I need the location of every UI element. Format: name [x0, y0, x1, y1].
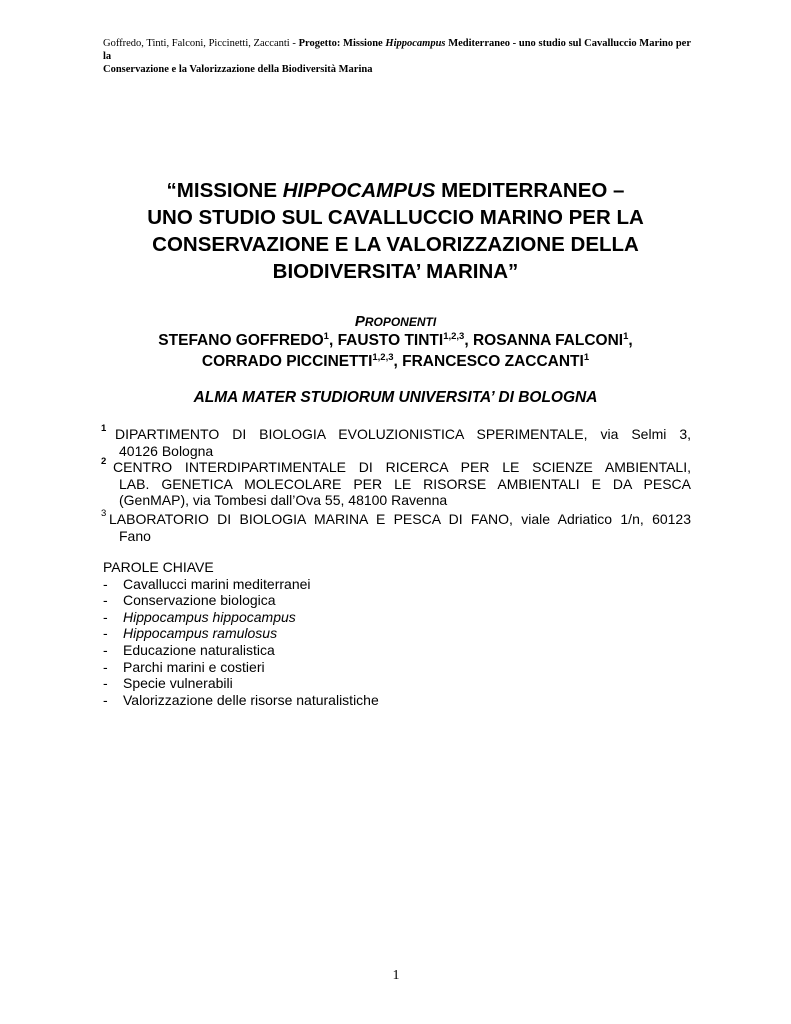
keyword-text: Parchi marini e costieri: [123, 658, 265, 675]
keywords-section: [103, 559, 663, 708]
keyword-item: [103, 609, 663, 626]
author-separator: ,: [464, 332, 473, 349]
title-line2: UNO STUDIO SUL CAVALLUCCIO MARINO PER LA: [147, 206, 644, 229]
author-affiliation-sup: 1: [323, 331, 329, 342]
affiliation-line: 40126 Bologna: [119, 442, 214, 459]
affiliation-2: [100, 456, 691, 509]
document-title: [100, 177, 691, 285]
affiliation-number: 3: [101, 508, 107, 519]
affiliation-line: LABORATORIO DI BIOLOGIA MARINA E PESCA DI FANO, viale Adriatico 1/n, 60123: [109, 511, 691, 527]
keywords-title: PAROLE CHIAVE: [103, 559, 214, 575]
header-project-line2: Conservazione e la Valorizzazione della Biodiversità Marina: [103, 64, 373, 75]
affiliation-number: 2: [101, 456, 107, 467]
author-affiliation-sup: 1: [583, 352, 590, 363]
author-affiliation-sup: 1,2,3: [443, 331, 465, 342]
keyword-text: Cavallucci marini mediterranei: [123, 575, 311, 592]
keyword-item: [103, 642, 663, 659]
bullet-dash: -: [103, 608, 108, 625]
title-line3: CONSERVAZIONE E LA VALORIZZAZIONE DELLA: [152, 233, 639, 256]
author-name: STEFANO GOFFREDO: [158, 332, 324, 349]
keyword-item: [103, 576, 663, 593]
header-project-label: Progetto: Missione: [298, 38, 386, 49]
proponenti-initial: P: [354, 313, 365, 330]
authors-block: [100, 330, 691, 372]
bullet-dash: -: [103, 658, 108, 675]
affiliation-line: Fano: [119, 527, 151, 544]
affiliation-number: 1: [101, 423, 107, 434]
university-name: ALMA MATER STUDIORUM UNIVERSITA’ DI BOLOGNA: [193, 389, 598, 406]
author-separator: ,: [328, 332, 338, 349]
affiliation-line: LAB. GENETICA MOLECOLARE PER LE RISORSE AMBIENTALI E DA PESCA: [119, 475, 691, 492]
bullet-dash: -: [103, 592, 108, 609]
keyword-text: Hippocampus ramulosus: [123, 625, 278, 642]
header-project-rest: Mediterraneo - uno studio sul Cavalluccio Marino per la: [103, 38, 691, 62]
title-line1-italic: HIPPOCAMPUS: [282, 179, 436, 202]
author-name: FAUSTO TINTI: [337, 332, 444, 349]
affiliation-line: CENTRO INTERDIPARTIMENTALE DI RICERCA PER LE SCIENZE AMBIENTALI,: [113, 459, 691, 475]
page-number: 1: [392, 968, 400, 983]
keyword-item: [103, 625, 663, 642]
keywords-list: [103, 576, 663, 709]
bullet-dash: -: [103, 625, 108, 642]
affiliation-3: [100, 508, 691, 544]
title-line1-a: “MISSIONE: [166, 179, 283, 202]
bullet-dash: -: [103, 641, 108, 658]
author-separator: ,: [628, 332, 633, 349]
proponenti-rest: ROPONENTI: [364, 315, 437, 329]
affiliation-line: DIPARTIMENTO DI BIOLOGIA EVOLUZIONISTICA SPERIMENTALE, via Selmi 3,: [115, 426, 691, 442]
author-affiliation-sup: 1: [623, 331, 629, 342]
bullet-dash: -: [103, 691, 108, 708]
keyword-text: Hippocampus hippocampus: [123, 608, 296, 625]
keyword-item: [103, 659, 663, 676]
affiliation-line: (GenMAP), via Tombesi dall’Ova 55, 48100 Ravenna: [119, 492, 448, 508]
proponenti-heading: [100, 313, 691, 331]
keyword-item: [103, 675, 663, 692]
keyword-text: Conservazione biologica: [123, 592, 276, 609]
bullet-dash: -: [103, 575, 108, 592]
bullet-dash: -: [103, 675, 108, 692]
header-project-italic: Hippocampus: [385, 38, 446, 49]
keyword-text: Valorizzazione delle risorse naturalistiche: [123, 691, 379, 708]
title-line4: BIODIVERSITA’ MARINA”: [272, 260, 519, 283]
keyword-text: Educazione naturalistica: [123, 641, 275, 658]
affiliation-1: [100, 423, 691, 459]
running-header: [103, 37, 691, 76]
keyword-item: [103, 592, 663, 609]
author-separator: ,: [393, 353, 403, 370]
keyword-item: [103, 692, 663, 709]
author-name: FRANCESCO ZACCANTI: [402, 353, 584, 370]
author-name: CORRADO PICCINETTI: [201, 353, 373, 370]
keyword-text: Specie vulnerabili: [123, 675, 233, 692]
header-authors: Goffredo, Tinti, Falconi, Piccinetti, Zaccanti -: [103, 38, 299, 49]
title-line1-b: MEDITERRANEO –: [435, 179, 625, 202]
author-name: ROSANNA FALCONI: [472, 332, 624, 349]
author-affiliation-sup: 1,2,3: [372, 352, 394, 363]
